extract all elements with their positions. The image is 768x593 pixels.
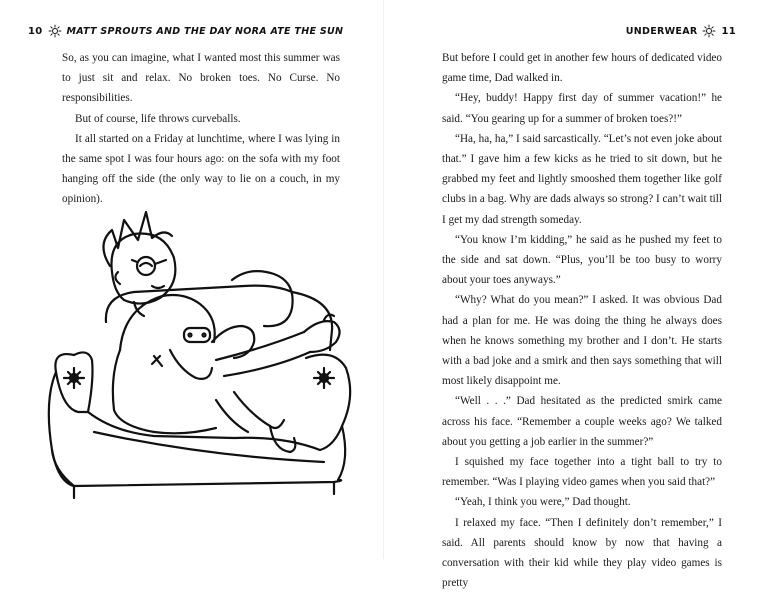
paragraph: “Ha, ha, ha,” I said sarcastically. “Let’s not even joke about that.” I gave him a few kicks as he tried to sit down, but he grabbed my feet and lightly smooshed them together like golf clubs in a bag. Why are dads always so strong? I can’t wait till I get my dad strength someday. bbox=[442, 132, 722, 226]
paragraph: “Hey, buddy! Happy first day of summer vacation!” he said. “You gearing up for a summer of broken toes?!” bbox=[442, 92, 722, 125]
paragraph: So, as you can imagine, what I wanted most this summer was to just sit and relax. No broken toes. No Curse. No responsibilities. bbox=[62, 52, 340, 105]
left-page bbox=[0, 0, 384, 559]
boy-on-couch-illustration bbox=[34, 200, 364, 532]
paragraph: It all started on a Friday at lunchtime, where I was lying in the same spot I was four hours ago: on the sofa with my foot hanging off the side (the only way to lie on a couch, in my opinion). bbox=[62, 132, 340, 206]
paragraph: “You know I’m kidding,” he said as he pushed my feet to the side and sat down. “Plus, you’ll be too busy to worry about your toes anyways.” bbox=[442, 233, 722, 287]
right-page bbox=[384, 0, 768, 590]
left-running-header bbox=[28, 24, 343, 38]
paragraph: I squished my face together into a tight ball to try to remember. “Was I playing video games when you said that?” bbox=[442, 456, 722, 489]
right-running-head-title: UNDERWEAR bbox=[625, 25, 698, 37]
sun-icon bbox=[48, 24, 62, 38]
left-page-number: 10 bbox=[28, 25, 43, 37]
paragraph: “Well . . .” Dad hesitated as the predicted smirk came across his face. “Remember a couple weeks ago? We talked about you getting a job earlier in the summer?” bbox=[442, 395, 722, 448]
sun-icon bbox=[702, 24, 716, 38]
right-page-number: 11 bbox=[721, 25, 736, 37]
paragraph: “Why? What do you mean?” I asked. It was obvious Dad had a plan for me. He was doing the thing he always does when he knows something my brother and I don’t. He starts with a bad joke and a smirk and then says something that will most likely disappoint me. bbox=[442, 294, 722, 388]
right-body-text bbox=[442, 48, 722, 593]
paragraph: But before I could get in another few hours of dedicated video game time, Dad walked in. bbox=[442, 52, 722, 85]
right-running-header bbox=[626, 24, 736, 38]
paragraph: But of course, life throws curveballs. bbox=[75, 112, 241, 125]
paragraph: “Yeah, I think you were,” Dad thought. bbox=[455, 496, 631, 509]
left-body-text bbox=[62, 48, 340, 210]
left-running-head-title: MATT SPROUTS AND THE DAY NORA ATE THE SUN bbox=[66, 25, 344, 37]
paragraph: I relaxed my face. “Then I definitely don’t remember,” I said. All parents should know by now that having a conversation with their kid while they play video games is pretty bbox=[442, 516, 722, 590]
